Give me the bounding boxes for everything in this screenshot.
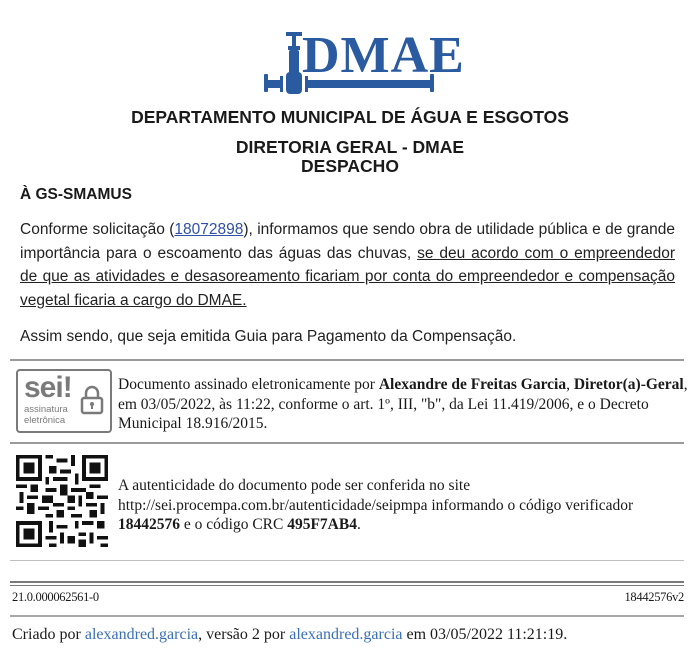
qr-code-icon <box>16 455 108 547</box>
logo-text: DMAE <box>302 27 465 84</box>
dmae-logo <box>264 27 465 98</box>
sei-logo-text: sei! <box>24 371 72 404</box>
authenticity-text: A autenticidade do documento pode ser conferida no site http://sei.procempa.com.br/autenticidade/seipmpa informando o código verificador 18442576 e o código CRC 495F7AB4. <box>118 477 634 533</box>
divider <box>10 560 684 561</box>
divider <box>10 442 684 444</box>
document-version: 18442576v2 <box>624 590 684 604</box>
directorate-title: DIRETORIA GERAL - DMAE <box>235 137 465 157</box>
creation-info: Criado por alexandred.garcia, versão 2 por alexandred.garcia em 03/05/2022 11:21:19. <box>12 626 568 643</box>
addressee: À GS-SMAMUS <box>20 186 132 203</box>
body-paragraph-2: Assim sendo, que seja emitida Guia para Pagamento da Compensação. <box>20 328 517 345</box>
body-paragraph-1 <box>20 218 675 312</box>
divider <box>10 359 684 361</box>
authenticity-url: http://sei.procempa.com.br/autenticidade/seipmpa informando o código verificador <box>118 496 634 514</box>
double-divider <box>10 581 684 586</box>
process-number: 21.0.000062561-0 <box>12 590 99 604</box>
editor-link[interactable]: alexandred.garcia <box>289 626 403 643</box>
p1-prefix: Conforme solicitação ( <box>20 221 175 238</box>
request-link[interactable]: 18072898 <box>174 221 244 238</box>
sei-badge-subtitle: assinatura eletrônica <box>24 404 68 426</box>
divider <box>10 615 684 617</box>
lock-icon <box>80 385 104 415</box>
signer-name: Alexandre de Freitas Garcia <box>378 376 567 393</box>
signature-text: Documento assinado eletronicamente por Alexandre de Freitas Garcia, Diretor(a)-Geral, em 03/05/2022, às 11:22, conforme o art. 1º, III, "b", da Lei 11.419/2006, e o Decreto Municipal 18.916/2015. <box>118 376 688 432</box>
sei-signature-badge <box>16 369 112 433</box>
signer-role: Diretor(a)-Geral <box>573 376 684 393</box>
crc-code: 495F7AB4 <box>287 516 357 533</box>
p1-underlined: se deu acordo com o empreendedor de que as atividades e desasoreamento ficariam por conta do empreendedor e compensação vegetal ficaria a cargo do DMAE. <box>20 244 675 309</box>
creator-link[interactable]: alexandred.garcia <box>84 626 199 643</box>
department-title: DEPARTAMENTO MUNICIPAL DE ÁGUA E ESGOTOS <box>131 107 569 127</box>
document-type: DESPACHO <box>301 156 399 176</box>
verifier-code: 18442576 <box>118 516 180 533</box>
p1-middle: ), informamos que sendo obra de utilidade pública e de grande importância para o escoamento das águas das chuvas, <box>20 221 676 262</box>
